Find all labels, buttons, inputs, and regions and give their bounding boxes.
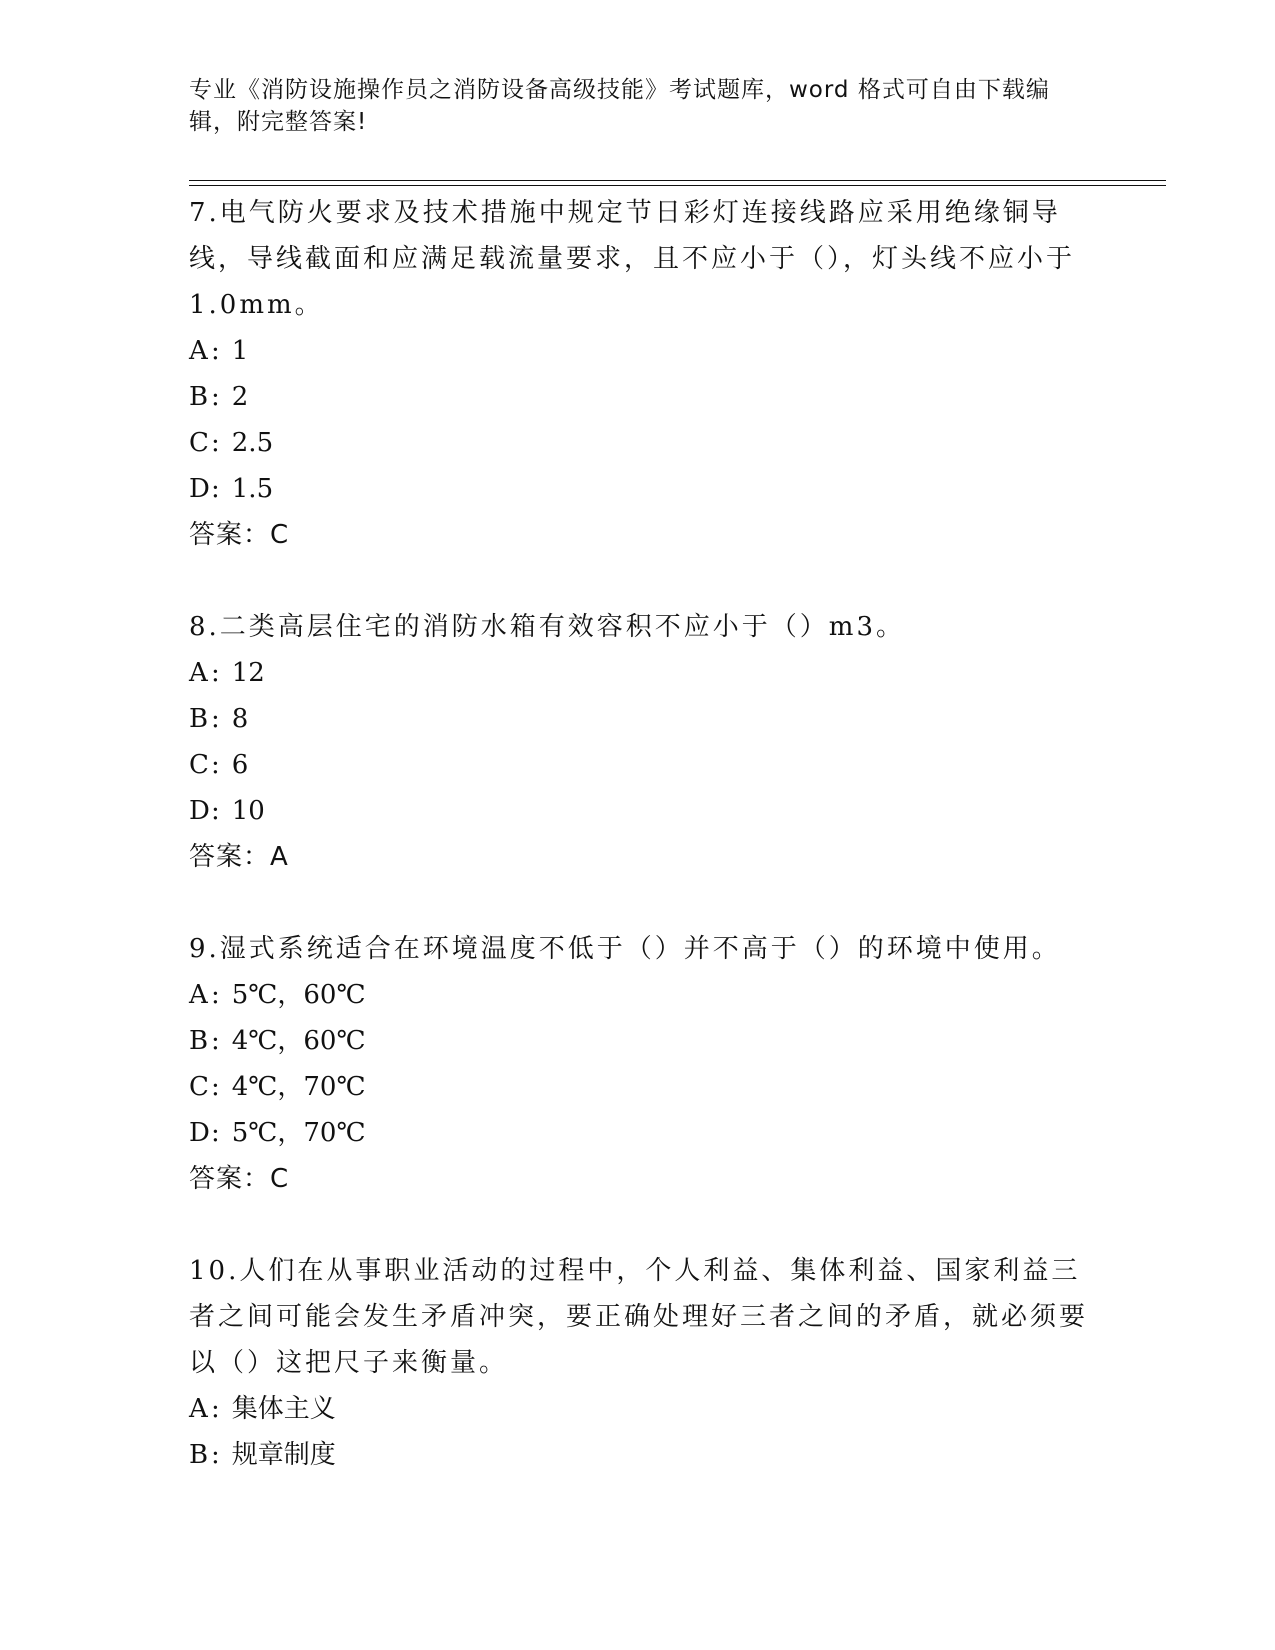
option-a	[189, 1386, 1089, 1432]
option-separator: :	[211, 704, 220, 734]
option-a	[189, 972, 1089, 1018]
option-list	[189, 972, 1089, 1156]
option-letter: A	[189, 336, 208, 366]
option-text: 12	[231, 658, 265, 688]
option-list	[189, 650, 1089, 834]
option-d	[189, 466, 1089, 512]
option-separator: :	[211, 1072, 220, 1102]
option-c	[189, 742, 1089, 788]
option-c	[189, 1064, 1089, 1110]
option-b	[189, 696, 1089, 742]
question-stem: 7.电气防火要求及技术措施中规定节日彩灯连接线路应采用绝缘铜导线，导线截面和应满足载流量要求，且不应小于（），灯头线不应小于 1.0mm。	[189, 198, 1076, 320]
option-b	[189, 1432, 1089, 1478]
option-letter: A	[189, 1394, 208, 1424]
option-text: 2.5	[231, 428, 274, 458]
option-text: 4℃，60℃	[231, 1026, 366, 1056]
option-separator: :	[211, 1026, 220, 1056]
option-d	[189, 788, 1089, 834]
option-text: 6	[231, 750, 249, 780]
question-8	[189, 604, 1089, 880]
option-text: 1.5	[231, 474, 274, 504]
option-text: 1	[231, 336, 249, 366]
option-separator: :	[211, 474, 220, 504]
option-a	[189, 328, 1089, 374]
option-d	[189, 1110, 1089, 1156]
option-text: 8	[231, 704, 249, 734]
option-separator: :	[211, 796, 220, 826]
option-letter: B	[189, 1026, 209, 1056]
option-text: 2	[231, 382, 249, 412]
question-7	[189, 190, 1089, 558]
answer-line: 答案：C	[189, 1164, 290, 1194]
header-note: 专业《消防设施操作员之消防设备高级技能》考试题库，word 格式可自由下载编辑，附完整答案!	[189, 77, 1050, 135]
option-c	[189, 420, 1089, 466]
option-separator: :	[211, 750, 220, 780]
question-stem: 9.湿式系统适合在环境温度不低于（）并不高于（）的环境中使用。	[189, 934, 1061, 964]
answer-line: 答案：C	[189, 520, 290, 550]
option-separator: :	[211, 658, 220, 688]
option-letter: C	[189, 428, 209, 458]
question-9	[189, 926, 1089, 1202]
option-separator: :	[211, 1118, 220, 1148]
option-b	[189, 374, 1089, 420]
question-10	[189, 1248, 1089, 1478]
option-separator: :	[211, 980, 220, 1010]
option-letter: A	[189, 658, 208, 688]
option-separator: :	[211, 428, 220, 458]
option-letter: B	[189, 704, 209, 734]
option-letter: B	[189, 1440, 209, 1470]
option-separator: :	[211, 336, 220, 366]
option-letter: B	[189, 382, 209, 412]
option-letter: C	[189, 1072, 209, 1102]
option-letter: D	[189, 474, 210, 504]
option-text: 集体主义	[231, 1394, 336, 1424]
option-letter: A	[189, 980, 208, 1010]
option-text: 5℃，60℃	[231, 980, 366, 1010]
option-letter: D	[189, 796, 210, 826]
option-list	[189, 1386, 1089, 1478]
header-divider-top	[189, 180, 1166, 181]
option-text: 规章制度	[231, 1440, 336, 1470]
question-stem: 10.人们在从事职业活动的过程中，个人利益、集体利益、国家利益三者之间可能会发生矛盾冲突，要正确处理好三者之间的矛盾，就必须要以（）这把尺子来衡量。	[189, 1256, 1089, 1378]
header-divider-bottom	[189, 185, 1166, 186]
answer-line: 答案：A	[189, 842, 289, 872]
option-text: 4℃，70℃	[231, 1072, 366, 1102]
option-separator: :	[211, 382, 220, 412]
option-text: 5℃，70℃	[231, 1118, 366, 1148]
option-b	[189, 1018, 1089, 1064]
question-stem: 8.二类高层住宅的消防水箱有效容积不应小于（）m3。	[189, 612, 906, 642]
option-a	[189, 650, 1089, 696]
option-list	[189, 328, 1089, 512]
option-text: 10	[231, 796, 265, 826]
option-separator: :	[211, 1440, 220, 1470]
option-letter: D	[189, 1118, 210, 1148]
option-letter: C	[189, 750, 209, 780]
option-separator: :	[211, 1394, 220, 1424]
